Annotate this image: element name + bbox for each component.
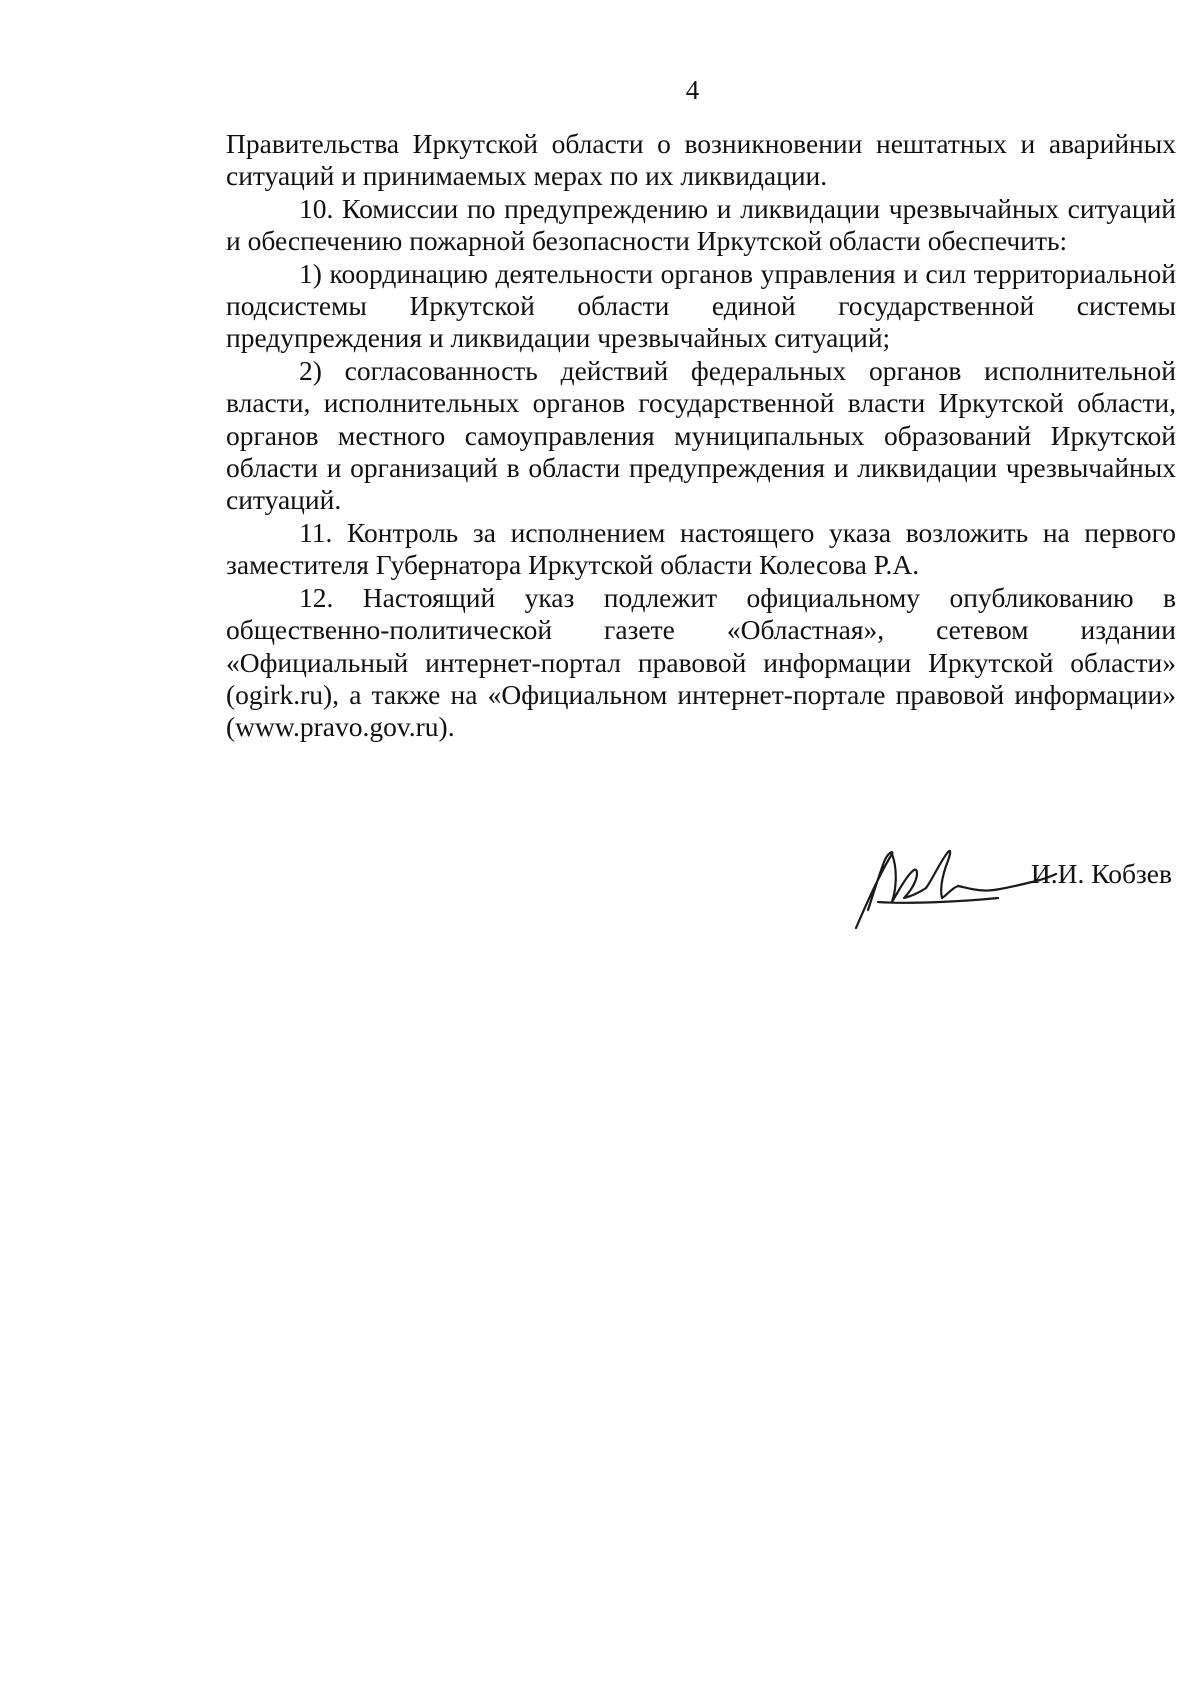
signature-block — [848, 840, 1178, 932]
paragraph-subitem-2: 2) согласованность действий федеральных органов исполнительной власти, исполнительных органов государственной власти Иркутской области, органов местного самоуправления муниципальных образований Иркутской области и организаций в области предупреждения и ликвидации чрезвычайных ситуаций. — [226, 354, 1176, 516]
paragraph-item-11: 11. Контроль за исполнением настоящего указа возложить на первого заместителя Губернатора Иркутской области Колесова Р.А. — [226, 516, 1176, 581]
paragraph-item-12: 12. Настоящий указ подлежит официальному опубликованию в общественно-политической газете «Областная», сетевом издании «Официальный интернет-портал правовой информации Иркутской области» (ogirk.ru), а также на «Официальном интернет-портале правовой информации» (www.pravo.gov.ru). — [226, 581, 1176, 743]
paragraph-item-10: 10. Комиссии по предупреждению и ликвидации чрезвычайных ситуаций и обеспечению пожарной безопасности Иркутской области обеспечить: — [226, 192, 1176, 257]
document-body — [226, 128, 1176, 744]
page-number: 4 — [685, 75, 700, 105]
signer-name: И.И. Кобзев — [1030, 858, 1172, 889]
handwritten-signature — [848, 840, 1058, 932]
paragraph-continuation: Правительства Иркутской области о возникновении нештатных и аварийных ситуаций и принимаемых мерах по их ликвидации. — [226, 128, 1176, 192]
paragraph-subitem-1: 1) координацию деятельности органов управления и сил территориальной подсистемы Иркутской области единой государственной системы предупреждения и ликвидации чрезвычайных ситуаций; — [226, 257, 1176, 354]
